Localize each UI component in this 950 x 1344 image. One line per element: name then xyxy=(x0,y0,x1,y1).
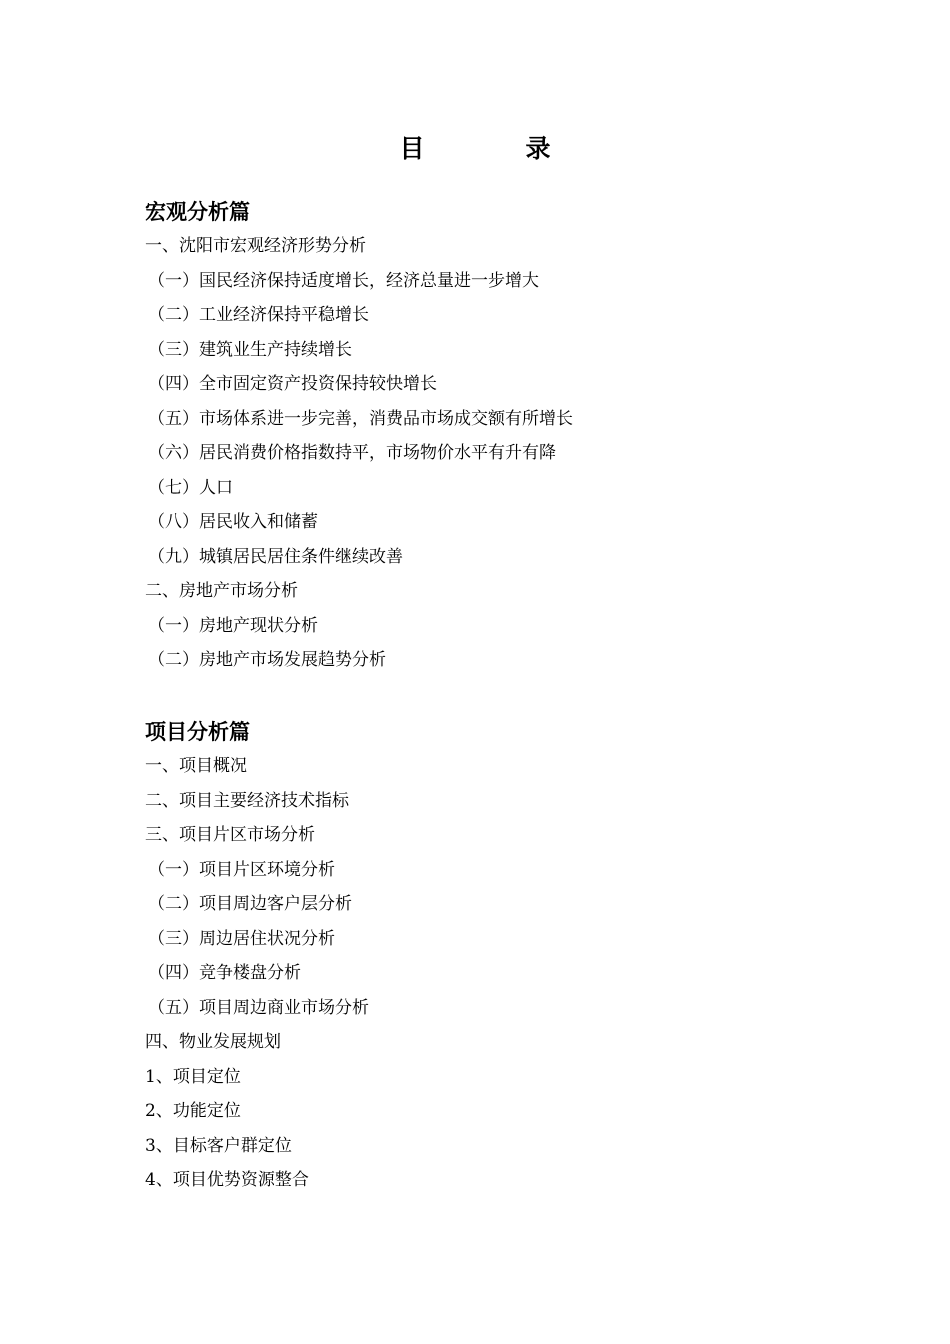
toc-item: （三）建筑业生产持续增长 xyxy=(148,339,352,360)
toc-list xyxy=(145,749,845,1198)
toc-item: （三）周边居住状况分析 xyxy=(148,928,335,949)
toc-item: （八）居民收入和储蓄 xyxy=(148,512,318,532)
toc-title: 目 录 xyxy=(399,134,589,163)
section-heading: 宏观分析篇 xyxy=(145,200,250,224)
toc-item: （七）人口 xyxy=(148,477,233,498)
toc-item: （二）工业经济保持平稳增长 xyxy=(148,305,369,325)
toc-item: 四、物业发展规划 xyxy=(145,1032,281,1052)
toc-item: （四）全市固定资产投资保持较快增长 xyxy=(148,374,437,394)
section-macro-analysis xyxy=(145,195,845,678)
toc-item: 二、房地产市场分析 xyxy=(145,581,298,601)
toc-item: （五）项目周边商业市场分析 xyxy=(148,997,369,1018)
toc-list xyxy=(145,229,845,678)
toc-item: （九）城镇居民居住条件继续改善 xyxy=(148,546,403,567)
toc-item: （六）居民消费价格指数持平，市场物价水平有升有降 xyxy=(148,443,556,463)
toc-item: 三、项目片区市场分析 xyxy=(145,825,315,845)
toc-item: 一、项目概况 xyxy=(145,756,247,776)
toc-item: （二）房地产市场发展趋势分析 xyxy=(148,650,386,670)
section-project-analysis xyxy=(145,715,845,1198)
section-heading: 项目分析篇 xyxy=(145,720,250,744)
toc-item: （一）房地产现状分析 xyxy=(148,615,318,636)
toc-item: 4、项目优势资源整合 xyxy=(145,1170,309,1190)
toc-item: （五）市场体系进一步完善，消费品市场成交额有所增长 xyxy=(148,408,573,429)
toc-item: （二）项目周边客户层分析 xyxy=(148,894,352,914)
toc-item: 1、项目定位 xyxy=(145,1066,241,1087)
toc-item: 2、功能定位 xyxy=(145,1101,241,1121)
toc-item: 3、目标客户群定位 xyxy=(145,1135,292,1156)
toc-item: 二、项目主要经济技术指标 xyxy=(145,790,349,811)
toc-item: （四）竞争楼盘分析 xyxy=(148,963,301,983)
toc-item: （一）项目片区环境分析 xyxy=(148,859,335,880)
toc-item: 一、沈阳市宏观经济形势分析 xyxy=(145,236,366,256)
toc-item: （一）国民经济保持适度增长，经济总量进一步增大 xyxy=(148,270,539,291)
